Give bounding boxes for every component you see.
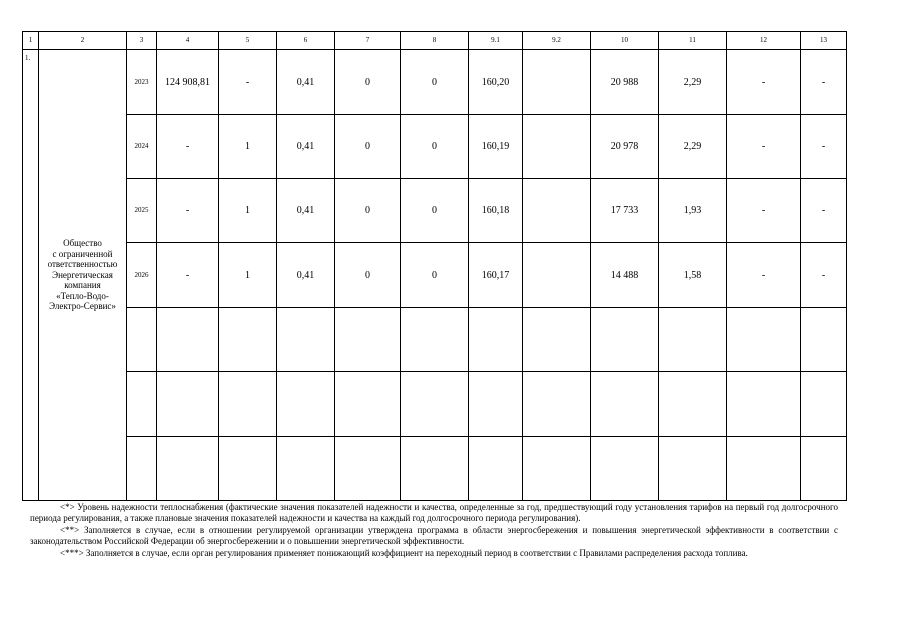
table-cell: 0 [401, 243, 469, 307]
table-cell: - [801, 179, 847, 243]
empty-cell [659, 307, 727, 371]
empty-cell [727, 372, 801, 436]
table-cell: 0 [335, 114, 401, 178]
header-row [23, 32, 847, 50]
table-row [23, 243, 847, 307]
empty-cell [523, 372, 591, 436]
empty-cell [127, 307, 157, 371]
empty-cell [219, 436, 277, 500]
table-cell: 0,41 [277, 179, 335, 243]
empty-cell [157, 307, 219, 371]
table-cell: 20 978 [591, 114, 659, 178]
table-cell [523, 243, 591, 307]
empty-cell [401, 436, 469, 500]
table-cell: 1,58 [659, 243, 727, 307]
table-cell: - [157, 179, 219, 243]
year-cell: 2024 [127, 114, 157, 178]
empty-cell [469, 307, 523, 371]
empty-cell [727, 307, 801, 371]
empty-cell [335, 307, 401, 371]
empty-cell [335, 372, 401, 436]
empty-cell [591, 436, 659, 500]
table-cell: - [157, 114, 219, 178]
empty-cell [277, 372, 335, 436]
organization-line: Общество [63, 238, 102, 249]
empty-cell [523, 436, 591, 500]
table-cell: 160,19 [469, 114, 523, 178]
table-cell: - [801, 243, 847, 307]
table-cell: 0 [335, 179, 401, 243]
table-row [23, 114, 847, 178]
empty-cell [801, 436, 847, 500]
empty-cell [277, 307, 335, 371]
empty-cell [523, 307, 591, 371]
empty-cell [219, 307, 277, 371]
empty-cell [277, 436, 335, 500]
empty-cell [801, 372, 847, 436]
header-cell: 9.1 [469, 32, 523, 50]
table-cell: - [727, 50, 801, 114]
header-cell: 1 [23, 32, 39, 50]
table-cell: 160,18 [469, 179, 523, 243]
table-cell: 2,29 [659, 50, 727, 114]
table-cell: 160,20 [469, 50, 523, 114]
empty-cell [727, 436, 801, 500]
header-cell: 11 [659, 32, 727, 50]
empty-cell [591, 372, 659, 436]
organization-line: Электро-Сервис» [49, 301, 116, 312]
table-cell: 160,17 [469, 243, 523, 307]
organization-line: «Тепло-Водо- [56, 290, 109, 301]
table-cell: 1 [219, 114, 277, 178]
header-cell: 3 [127, 32, 157, 50]
empty-cell [219, 372, 277, 436]
table-cell [523, 50, 591, 114]
empty-cell [469, 372, 523, 436]
empty-cell [157, 436, 219, 500]
footnotes [30, 502, 838, 560]
table-cell: 0,41 [277, 114, 335, 178]
empty-cell [591, 307, 659, 371]
empty-cell [469, 436, 523, 500]
header-cell: 6 [277, 32, 335, 50]
empty-cell [127, 436, 157, 500]
empty-cell [401, 372, 469, 436]
table-cell: 0 [401, 114, 469, 178]
header-cell: 5 [219, 32, 277, 50]
table-cell: - [727, 114, 801, 178]
header-cell: 4 [157, 32, 219, 50]
table-cell [523, 114, 591, 178]
table-cell: - [801, 114, 847, 178]
empty-cell [659, 436, 727, 500]
table-cell: 1 [219, 179, 277, 243]
row-number: 1. [23, 50, 39, 501]
footnote: <*> Уровень надежности теплоснабжения (фактические значения показателей надежности и качества, определенные за год, предшествующий году установления тарифов на первый год долгосрочного периода регулирования, а также плановые значения показателей надежности и качества на каждый год долгосрочного периода регулирования). [30, 502, 838, 523]
table-cell: - [157, 243, 219, 307]
empty-row [23, 372, 847, 436]
table-cell: 0,41 [277, 50, 335, 114]
empty-cell [659, 372, 727, 436]
footnote: <**> Заполняется в случае, если в отношении регулируемой организации утверждена программа в области энергосбережения и повышения энергетической эффективности в соответствии с законодательством Российской Федерации об энергосбережении и о повышении энергетической эффективности. [30, 525, 838, 546]
organization-line: Энергетическая [52, 269, 113, 280]
header-cell: 7 [335, 32, 401, 50]
organization-name [39, 50, 127, 501]
year-cell: 2026 [127, 243, 157, 307]
empty-cell [801, 307, 847, 371]
table-cell: 1 [219, 243, 277, 307]
table-cell: 124 908,81 [157, 50, 219, 114]
table-cell: - [801, 50, 847, 114]
header-cell: 13 [801, 32, 847, 50]
table-cell: 1,93 [659, 179, 727, 243]
table-cell: 0 [401, 50, 469, 114]
empty-row [23, 307, 847, 371]
table-cell: 17 733 [591, 179, 659, 243]
header-cell: 8 [401, 32, 469, 50]
table-cell: 0 [335, 50, 401, 114]
year-cell: 2023 [127, 50, 157, 114]
table-cell: 2,29 [659, 114, 727, 178]
table-cell [523, 179, 591, 243]
table-cell: - [219, 50, 277, 114]
table-cell: - [727, 243, 801, 307]
table-row [23, 50, 847, 114]
organization-line: с ограниченной [52, 248, 113, 259]
organization-line: ответственностью [47, 259, 118, 270]
empty-cell [157, 372, 219, 436]
header-cell: 12 [727, 32, 801, 50]
year-cell: 2025 [127, 179, 157, 243]
empty-cell [127, 372, 157, 436]
data-table [22, 31, 847, 501]
table-row [23, 179, 847, 243]
table-cell: 20 988 [591, 50, 659, 114]
header-cell: 2 [39, 32, 127, 50]
empty-cell [401, 307, 469, 371]
table-cell: 0,41 [277, 243, 335, 307]
table-cell: - [727, 179, 801, 243]
empty-row [23, 436, 847, 500]
table-cell: 0 [401, 179, 469, 243]
header-cell: 10 [591, 32, 659, 50]
table-cell: 14 488 [591, 243, 659, 307]
organization-line: компания [64, 280, 101, 291]
table-cell: 0 [335, 243, 401, 307]
empty-cell [335, 436, 401, 500]
header-cell: 9.2 [523, 32, 591, 50]
footnote: <***> Заполняется в случае, если орган регулирования применяет понижающий коэффициент на переходный период в соответствии с Правилами распределения расхода топлива. [60, 548, 748, 558]
